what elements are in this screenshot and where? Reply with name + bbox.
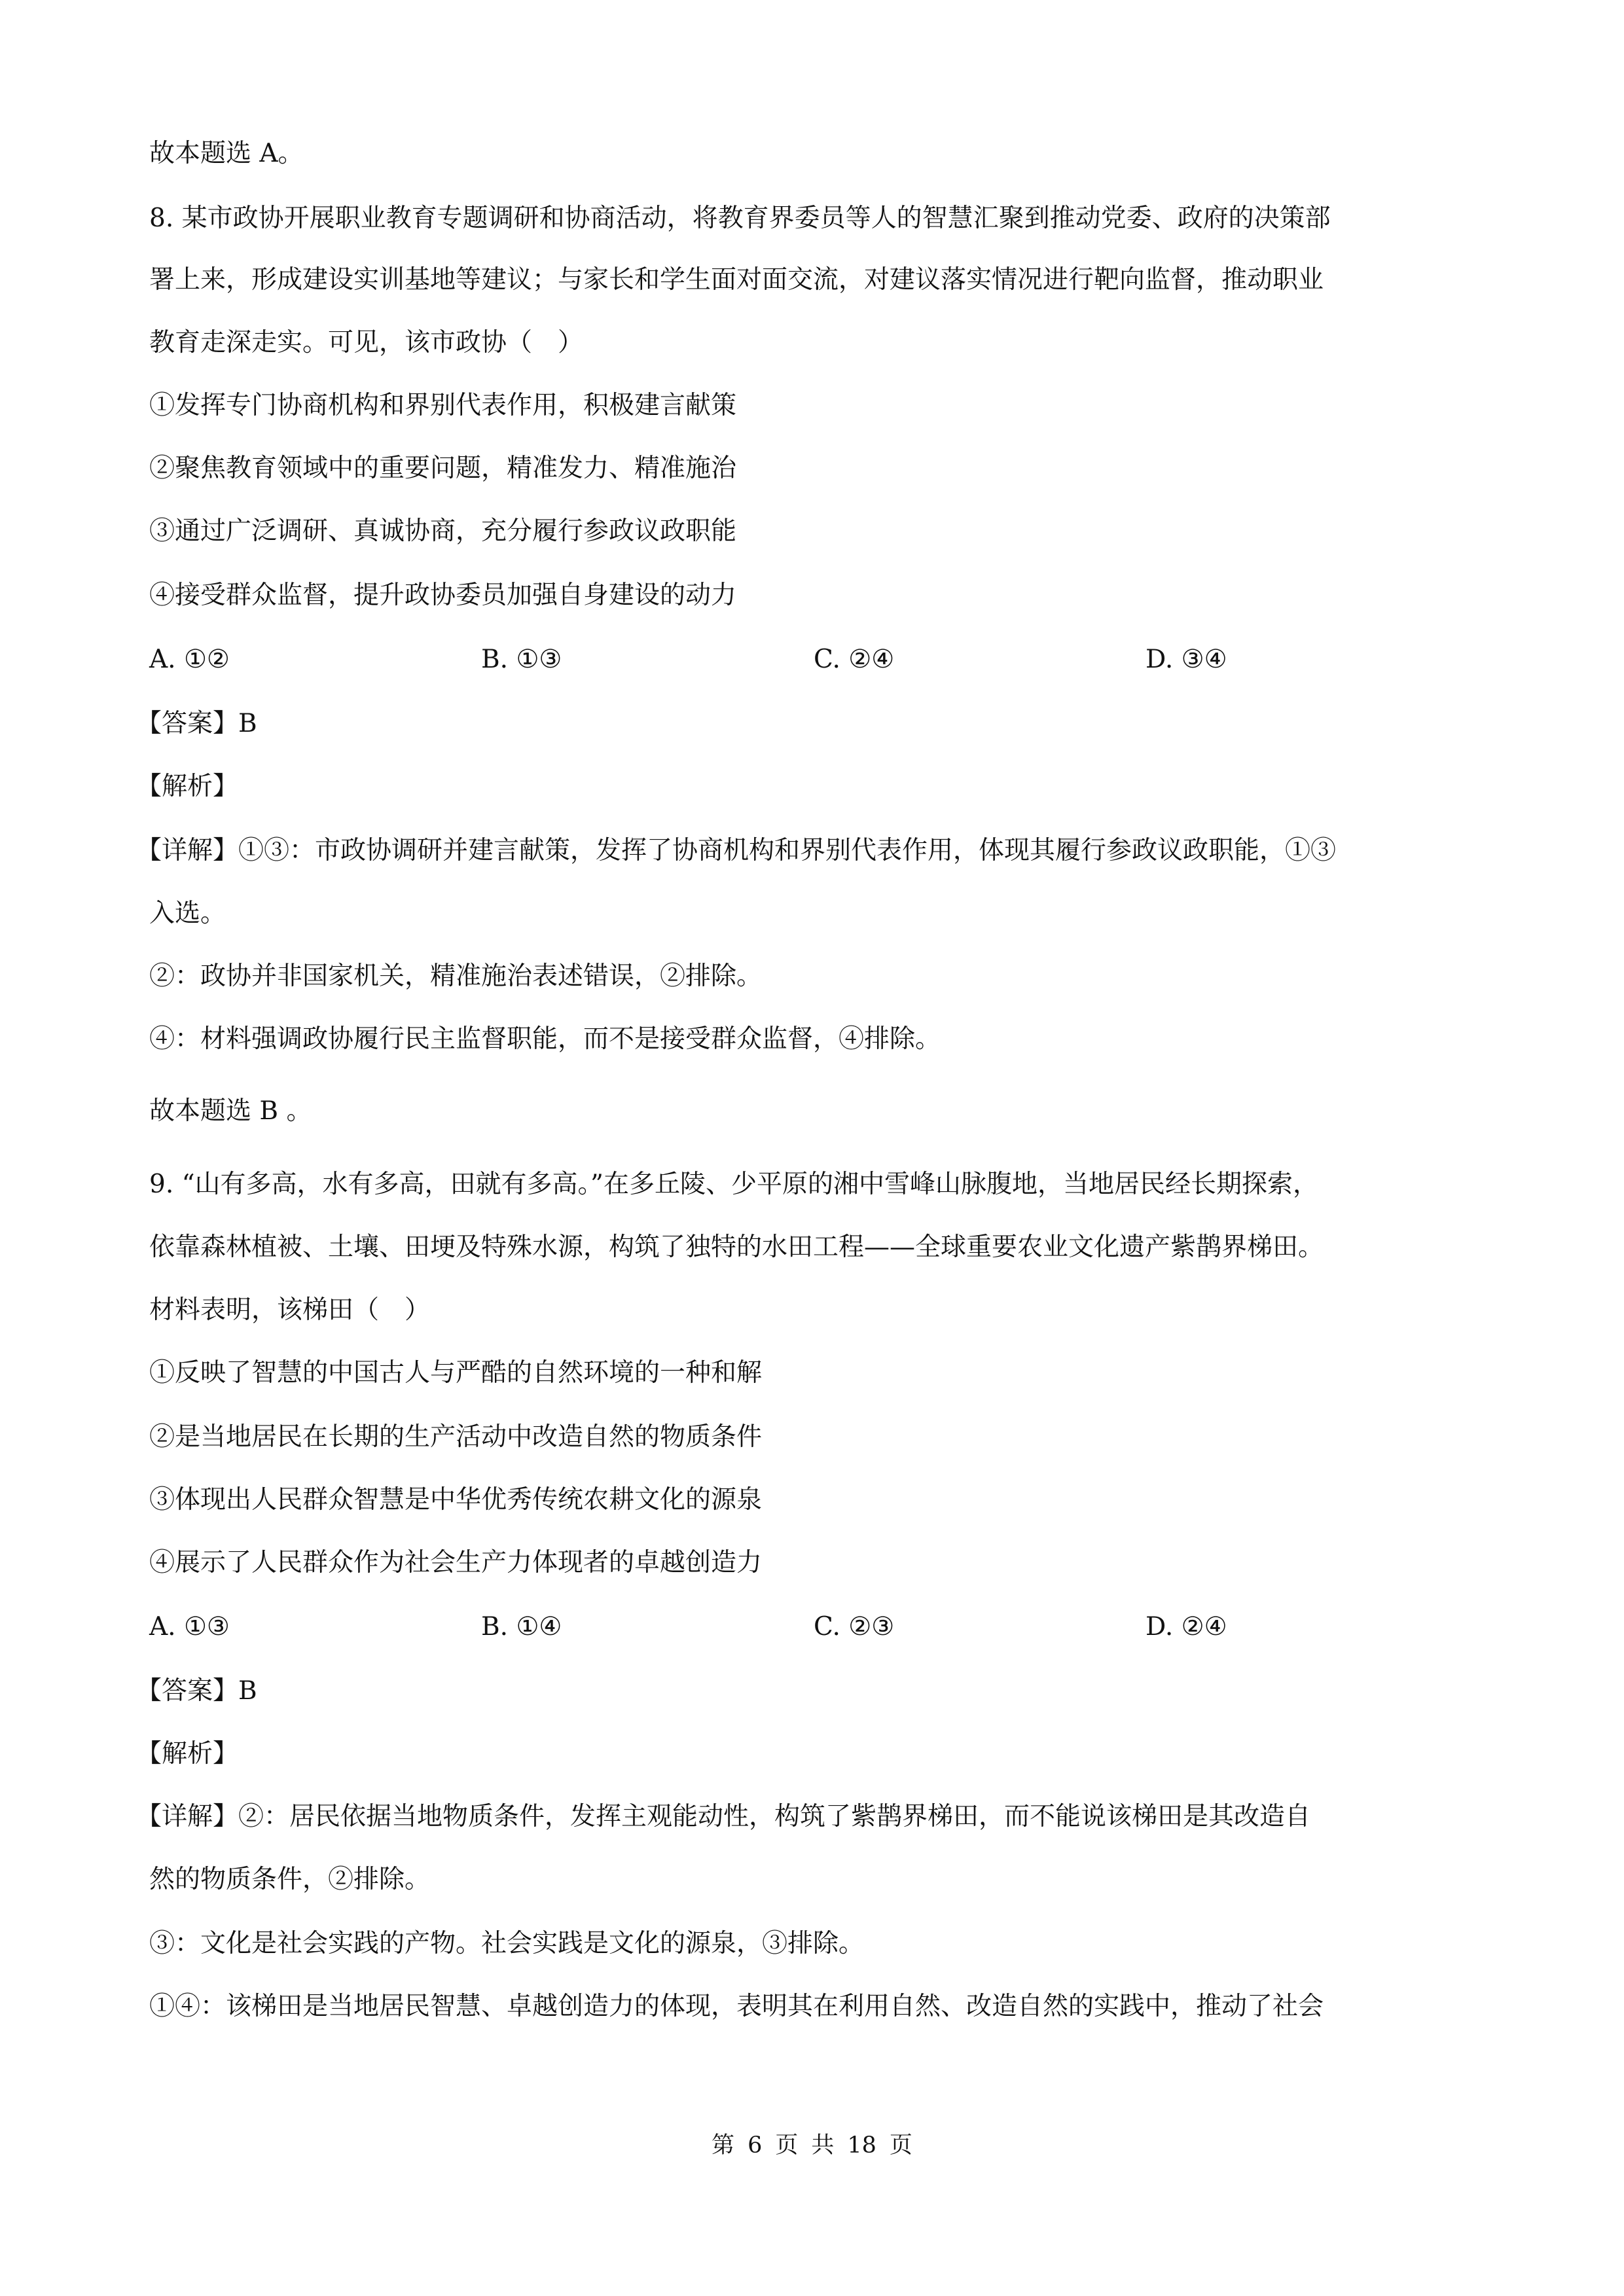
q8-option-c: C. ②④: [814, 645, 895, 674]
q9-detail-line-1: 【详解】②：居民依据当地物质条件，发挥主观能动性，构筑了紫鹊界梯田，而不能说该梯田是其改造自: [136, 1802, 1311, 1831]
footer-pre: 第: [712, 2132, 735, 2159]
q9-detail-line-4: ①④：该梯田是当地居民智慧、卓越创造力的体现，表明其在利用自然、改造自然的实践中，推动了社会: [149, 1992, 1324, 2021]
q8-statement-4: ④接受群众监督，提升政协委员加强自身建设的动力: [149, 581, 737, 610]
q9-statement-4: ④展示了人民群众作为社会生产力体现者的卓越创造力: [149, 1548, 763, 1577]
q8-option-a: A. ①②: [149, 645, 230, 674]
q8-detail-line-2: 入选。: [149, 899, 226, 928]
q8-option-b: B. ①③: [481, 645, 562, 674]
q8-statement-1: ①发挥专门协商机构和界别代表作用，积极建言献策: [149, 391, 737, 420]
q8-detail-line-4: ④：材料强调政协履行民主监督职能，而不是接受群众监督，④排除。: [149, 1024, 941, 1054]
footer-page-number: 6: [748, 2132, 763, 2159]
q9-analysis-label: 【解析】: [136, 1739, 239, 1768]
q8-analysis-label: 【解析】: [136, 772, 239, 801]
q9-stem-line-3: 材料表明，该梯田（ ）: [149, 1295, 431, 1325]
q9-stem-line-2: 依靠森林植被、土壤、田埂及特殊水源，构筑了独特的水田工程——全球重要农业文化遗产紫鹊界梯田。: [149, 1232, 1324, 1262]
q9-option-d: D. ②④: [1146, 1612, 1227, 1641]
q9-statement-2: ②是当地居民在长期的生产活动中改造自然的物质条件: [149, 1422, 763, 1452]
footer-total-pages: 18: [847, 2132, 876, 2159]
q8-detail-line-1: 【详解】①③：市政协调研并建言献策，发挥了协商机构和界别代表作用，体现其履行参政议政职能，①③: [136, 836, 1337, 865]
q8-stem-line-1: 8. 某市政协开展职业教育专题调研和协商活动，将教育界委员等人的智慧汇聚到推动党委、政府的决策部: [149, 204, 1331, 233]
q9-detail-line-3: ③：文化是社会实践的产物。社会实践是文化的源泉，③排除。: [149, 1929, 865, 1958]
q7-conclusion: 故本题选 A。: [149, 139, 304, 168]
q8-detail-line-3: ②：政协并非国家机关，精准施治表述错误，②排除。: [149, 961, 763, 991]
q9-option-b: B. ①④: [481, 1612, 562, 1641]
q8-stem-line-2: 署上来，形成建设实训基地等建议；与家长和学生面对面交流，对建议落实情况进行靶向监督，推动职业: [149, 265, 1324, 295]
q9-statement-1: ①反映了智慧的中国古人与严酷的自然环境的一种和解: [149, 1358, 763, 1388]
q9-statement-3: ③体现出人民群众智慧是中华优秀传统农耕文化的源泉: [149, 1485, 763, 1515]
q9-option-c: C. ②③: [814, 1612, 895, 1641]
q9-stem-line-1: 9. “山有多高，水有多高，田就有多高。”在多丘陵、少平原的湘中雪峰山脉腹地，当地居民经长期探索，: [149, 1170, 1318, 1199]
q8-stem-line-3: 教育走深走实。可见，该市政协（ ）: [149, 328, 584, 357]
q8-statement-3: ③通过广泛调研、真诚协商，充分履行参政议政职能: [149, 516, 737, 546]
footer-page-word: 页: [775, 2132, 799, 2159]
footer-total-word: 共: [811, 2132, 835, 2159]
q9-detail-line-2: 然的物质条件，②排除。: [149, 1865, 431, 1894]
q9-answer: 【答案】B: [136, 1676, 257, 1706]
page-footer: [0, 2129, 1624, 2162]
q8-option-d: D. ③④: [1146, 645, 1227, 674]
q9-option-a: A. ①③: [149, 1612, 230, 1641]
footer-post: 页: [889, 2132, 912, 2159]
q8-conclusion: 故本题选 B 。: [149, 1096, 312, 1126]
q8-statement-2: ②聚焦教育领域中的重要问题，精准发力、精准施治: [149, 454, 737, 483]
q8-answer: 【答案】B: [136, 709, 257, 738]
